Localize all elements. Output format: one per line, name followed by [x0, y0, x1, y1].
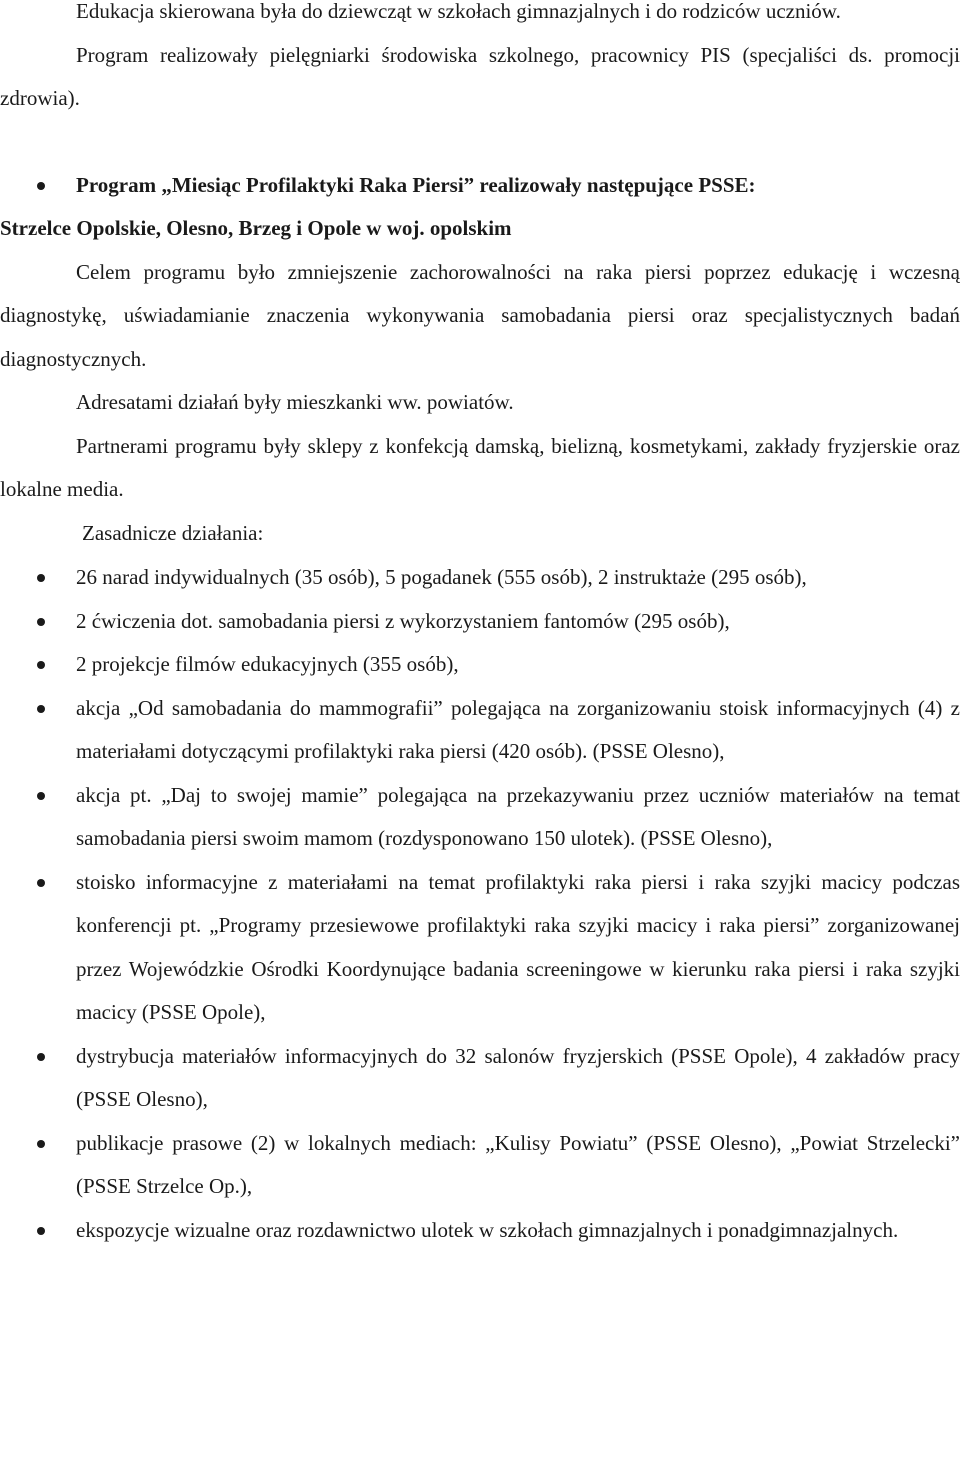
bullet-icon [37, 705, 45, 713]
bullet-icon [37, 1140, 45, 1148]
actions-label: Zasadnicze działania: [82, 520, 264, 545]
list-item [0, 861, 960, 1035]
list-item-text: 2 projekcje filmów edukacyjnych (355 osób), [76, 652, 459, 676]
bullet-icon [37, 879, 45, 887]
list-item [0, 687, 960, 774]
list-item-text: stoisko informacyjne z materiałami na temat profilaktyki raka piersi i raka szyjki macicy podczas konferencji pt. „Programy przesiewowe profilaktyki raka szyjki macicy i raka piersi” zorganizowanej przez Wojewódzkie Ośrodki Koordynujące badania screeningowe w kierunku raka piersi i raka szyjki macicy (PSSE Opole), [76, 869, 960, 1024]
body-paragraph: Partnerami programu były sklepy z konfekcją damską, bielizną, kosmetykami, zakłady fryzjerskie oraz lokalne media. [0, 433, 960, 501]
body-paragraph: Celem programu było zmniejszenie zachorowalności na raka piersi poprzez edukację i wczesną diagnostykę, uświadamianie znaczenia wykonywania samobadania piersi oraz specjalistycznych badań diagnostycznych. [0, 259, 960, 371]
body-paragraph: Adresatami działań były mieszkanki ww. powiatów. [76, 390, 514, 414]
list-item-text: 2 ćwiczenia dot. samobadania piersi z wykorzystaniem fantomów (295 osób), [76, 608, 730, 633]
bullet-icon [37, 1053, 45, 1061]
section-heading-continuation: Strzelce Opolskie, Olesno, Brzeg i Opole w woj. opolskim [0, 216, 512, 240]
actions-list [0, 556, 960, 1252]
list-item-text: publikacje prasowe (2) w lokalnych mediach: „Kulisy Powiatu” (PSSE Olesno), „Powiat Strzelecki” (PSSE Strzelce Op.), [76, 1130, 960, 1198]
list-item [0, 1035, 960, 1122]
bullet-icon [37, 661, 45, 669]
list-item-text: akcja pt. „Daj to swojej mamie” polegająca na przekazywaniu przez uczniów materiałów na temat samobadania piersi swoim mamom (rozdysponowano 150 ulotek). (PSSE Olesno), [76, 782, 960, 850]
list-item [0, 643, 960, 687]
intro-paragraph: Program realizowały pielęgniarki środowiska szkolnego, pracownicy PIS (specjaliści ds. promocji zdrowia). [0, 42, 960, 110]
list-item [0, 556, 960, 600]
bullet-icon [37, 1227, 45, 1235]
bullet-icon [37, 618, 45, 626]
list-item-text: dystrybucja materiałów informacyjnych do 32 salonów fryzjerskich (PSSE Opole), 4 zakładów pracy (PSSE Olesno), [76, 1043, 960, 1111]
bullet-icon [37, 574, 45, 582]
intro-paragraph: Edukacja skierowana była do dziewcząt w szkołach gimnazjalnych i do rodziców uczniów. [76, 0, 841, 23]
list-item-text: ekspozycje wizualne oraz rozdawnictwo ulotek w szkołach gimnazjalnych i ponadgimnazjalnych. [76, 1217, 899, 1242]
list-item-text: akcja „Od samobadania do mammografii” polegająca na zorganizowaniu stoisk informacyjnych (4) z materiałami dotyczącymi profilaktyki raka piersi (420 osób). (PSSE Olesno), [76, 695, 960, 763]
list-item [0, 1209, 960, 1253]
list-item-text: 26 narad indywidualnych (35 osób), 5 pogadanek (555 osób), 2 instruktaże (295 osób), [76, 565, 807, 589]
section-heading-text: Program „Miesiąc Profilaktyki Raka Piersi” realizowały następujące PSSE: [76, 172, 756, 197]
list-item [0, 1122, 960, 1209]
list-item [0, 600, 960, 644]
bullet-icon [37, 182, 45, 190]
section-heading [0, 164, 960, 208]
list-item [0, 774, 960, 861]
bullet-icon [37, 792, 45, 800]
